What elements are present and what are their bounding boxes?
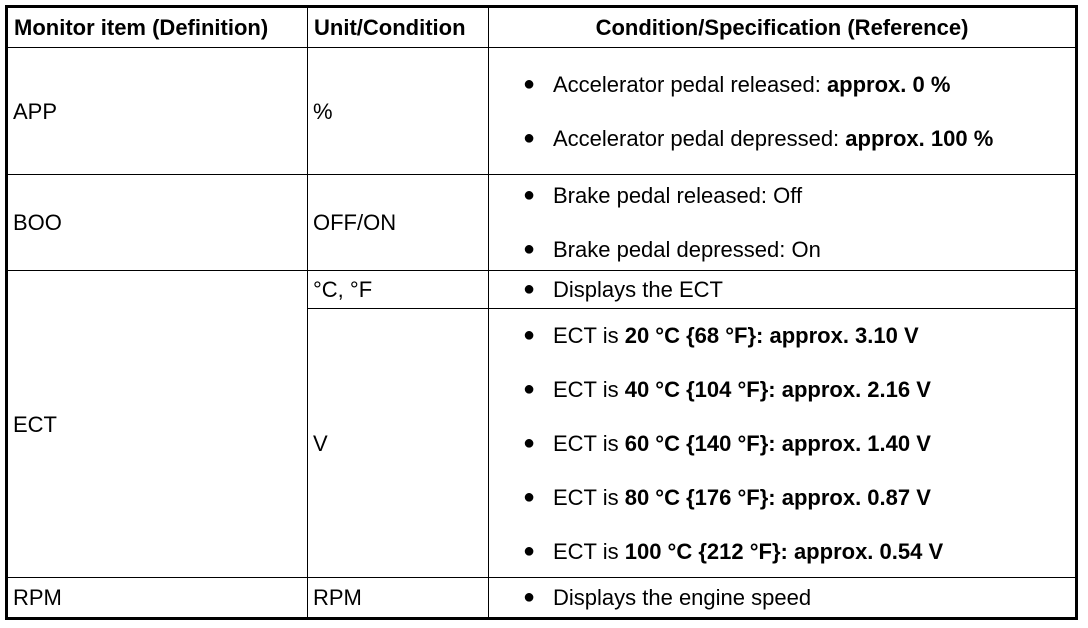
spec-line (523, 584, 1045, 611)
spec-value: approx. 0 % (826, 71, 951, 97)
spec-text: ECT is (553, 430, 625, 456)
cell-unit-ect-temp: °C, °F (308, 270, 489, 309)
spec-text: ECT is (553, 376, 625, 402)
spec-line (523, 71, 1045, 98)
spec-value: approx. 100 % (845, 125, 994, 151)
cell-unit-rpm: RPM (308, 578, 489, 619)
cell-spec-app (489, 47, 1077, 175)
cell-spec-boo (489, 175, 1077, 270)
spec-value: 20 °C {68 °F}: approx. 3.10 V (624, 322, 919, 348)
header-unit-condition: Unit/Condition (308, 7, 489, 48)
spec-text: Brake pedal depressed: On (553, 237, 821, 263)
header-row (7, 7, 1077, 48)
bullet-icon: ● (523, 431, 536, 454)
bullet-icon: ● (523, 184, 536, 207)
header-condition-specification: Condition/Specification (Reference) (489, 7, 1077, 48)
spec-text: ECT is (553, 322, 625, 348)
bullet-icon: ● (523, 278, 536, 301)
table-row-rpm (7, 578, 1077, 619)
bullet-icon: ● (523, 323, 536, 346)
cell-unit-boo: OFF/ON (308, 175, 489, 270)
table-row-boo (7, 175, 1077, 270)
bullet-icon: ● (523, 238, 536, 261)
bullet-icon: ● (523, 377, 536, 400)
spec-text: Accelerator pedal depressed: (553, 125, 846, 151)
spec-line (523, 276, 1045, 303)
bullet-icon: ● (523, 126, 536, 149)
cell-item-boo: BOO (7, 175, 308, 270)
spec-line (523, 322, 1045, 349)
cell-item-app: APP (7, 47, 308, 175)
spec-line (523, 376, 1045, 403)
header-monitor-item: Monitor item (Definition) (7, 7, 308, 48)
spec-text: Displays the engine speed (553, 585, 812, 611)
bullet-icon: ● (523, 586, 536, 609)
spec-value: 80 °C {176 °F}: approx. 0.87 V (624, 484, 931, 510)
table-row-ect (7, 270, 1077, 309)
spec-line (523, 430, 1045, 457)
cell-spec-rpm (489, 578, 1077, 619)
spec-text: ECT is (553, 484, 625, 510)
cell-spec-ect-temp (489, 270, 1077, 309)
cell-unit-ect-voltage: V (308, 309, 489, 578)
monitor-spec-table (5, 5, 1078, 620)
spec-line (523, 236, 1045, 263)
spec-value: 40 °C {104 °F}: approx. 2.16 V (624, 376, 931, 402)
spec-value: 60 °C {140 °F}: approx. 1.40 V (624, 430, 931, 456)
spec-text: Accelerator pedal released: (553, 71, 827, 97)
spec-text: Displays the ECT (553, 277, 723, 303)
spec-text: ECT is (553, 538, 625, 564)
spec-text: Brake pedal released: Off (553, 183, 803, 209)
cell-unit-app: % (308, 47, 489, 175)
table-row-app (7, 47, 1077, 175)
cell-item-rpm: RPM (7, 578, 308, 619)
cell-item-ect: ECT (7, 270, 308, 578)
bullet-icon: ● (523, 485, 536, 508)
spec-value: 100 °C {212 °F}: approx. 0.54 V (624, 538, 944, 564)
spec-line (523, 125, 1045, 152)
bullet-icon: ● (523, 72, 536, 95)
spec-line (523, 538, 1045, 565)
cell-spec-ect-voltage (489, 309, 1077, 578)
bullet-icon: ● (523, 539, 536, 562)
spec-line (523, 182, 1045, 209)
spec-line (523, 484, 1045, 511)
